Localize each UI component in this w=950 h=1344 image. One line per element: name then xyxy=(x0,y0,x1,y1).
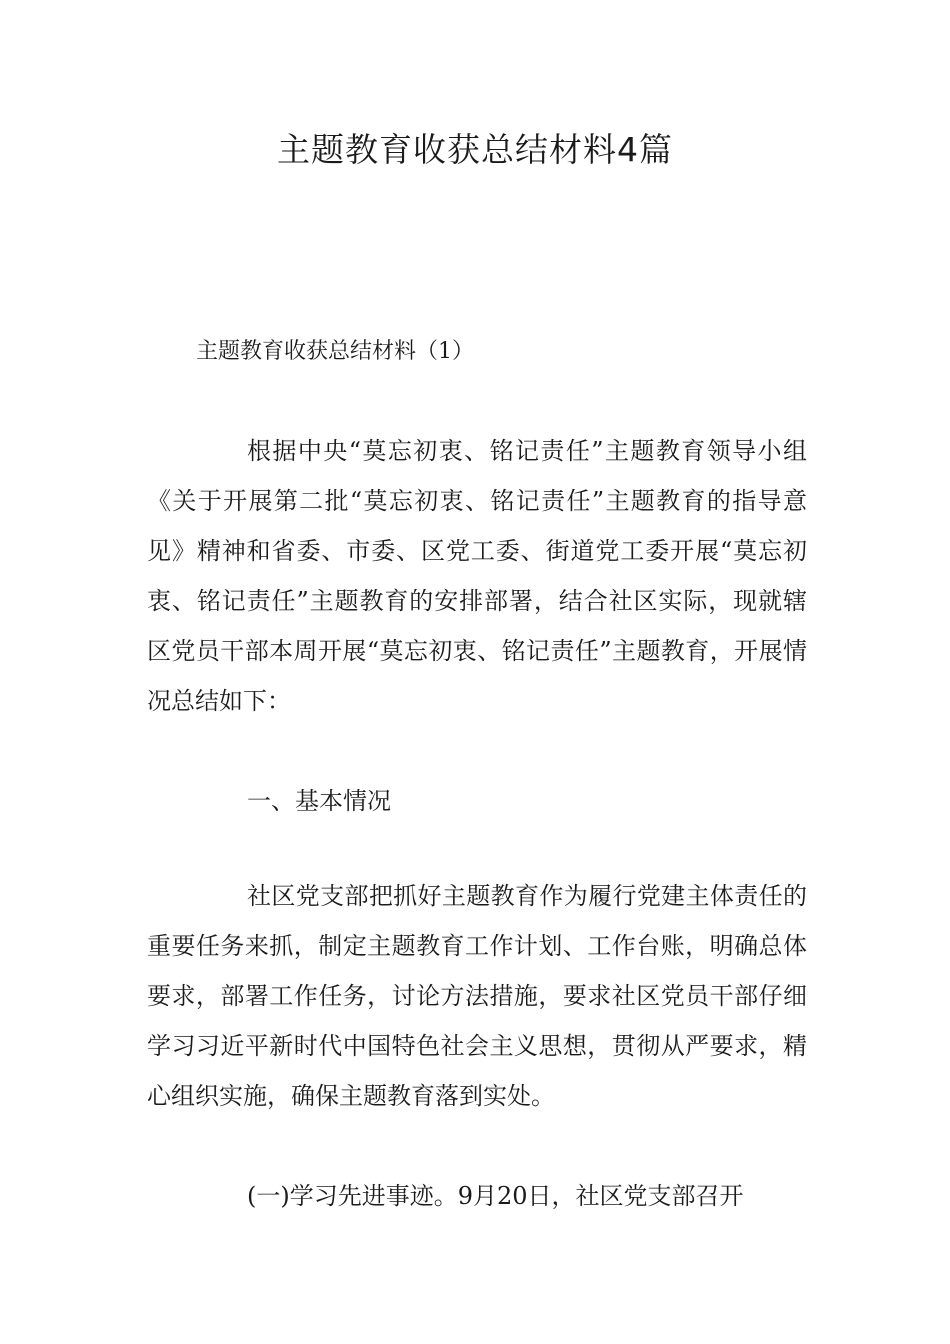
body-paragraph-3: (一)学习先进事迹。9月20日，社区党支部召开 xyxy=(247,1182,744,1210)
body-paragraph-2: 社区党支部把抓好主题教育作为履行党建主体责任的重要任务来抓，制定主题教育工作计划、工作台账，明确总体要求，部署工作任务，讨论方法措施，要求社区党员干部仔细学习习近平新时代中国特色社会主义思想，贯彻从严要求，精心组织实施，确保主题教育落到实处。 xyxy=(147,882,807,1110)
body-paragraph-1: 根据中央“莫忘初衷、铭记责任”主题教育领导小组《关于开展第二批“莫忘初衷、铭记责任”主题教育的指导意见》精神和省委、市委、区党工委、街道党工委开展“莫忘初衷、铭记责任”主题教育的安排部署，结合社区实际，现就辖区党员干部本周开展“莫忘初衷、铭记责任”主题教育，开展情况总结如下： xyxy=(147,437,807,715)
document-title: 主题教育收获总结材料4篇 xyxy=(277,130,673,169)
document-subtitle: 主题教育收获总结材料（1） xyxy=(196,339,474,364)
section-heading: 一、基本情况 xyxy=(247,787,391,815)
